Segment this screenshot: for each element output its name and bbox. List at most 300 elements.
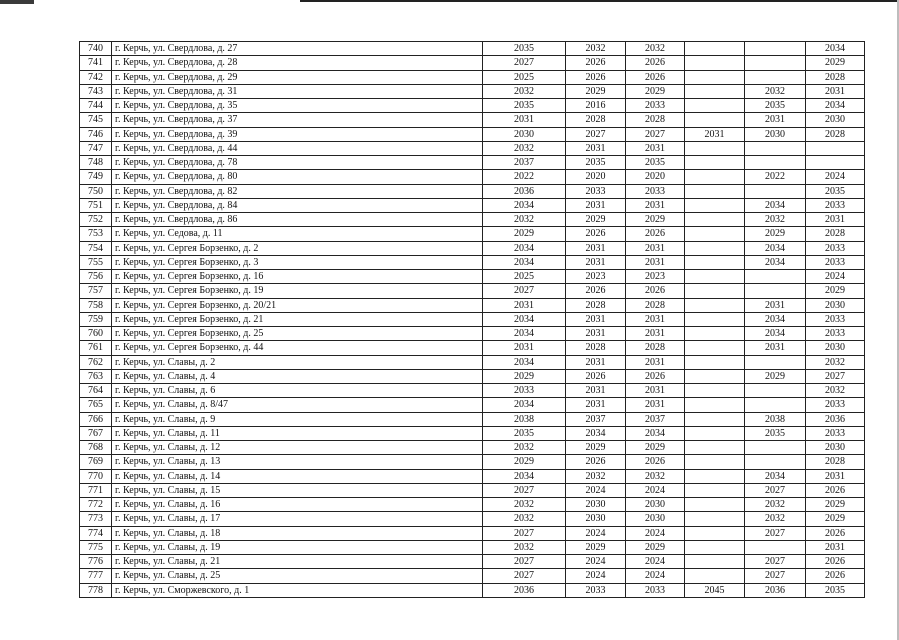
year-cell-1: 2032 [483, 498, 566, 512]
row-number-cell: 761 [80, 341, 112, 355]
year-cell-5 [745, 384, 806, 398]
row-number-cell: 765 [80, 398, 112, 412]
address-cell: г. Керчь, ул. Сморжевского, д. 1 [112, 583, 483, 597]
year-cell-6 [806, 156, 865, 170]
schedule-table [79, 41, 865, 598]
year-cell-6 [806, 141, 865, 155]
address-cell: г. Керчь, ул. Сергея Борзенко, д. 21 [112, 312, 483, 326]
year-cell-1: 2022 [483, 170, 566, 184]
year-cell-4 [685, 156, 745, 170]
row-number-cell: 752 [80, 213, 112, 227]
year-cell-5: 2034 [745, 241, 806, 255]
year-cell-1: 2034 [483, 398, 566, 412]
year-cell-4 [685, 498, 745, 512]
year-cell-2: 2031 [566, 398, 626, 412]
year-cell-6: 2026 [806, 555, 865, 569]
table-row [80, 384, 865, 398]
address-cell: г. Керчь, ул. Славы, д. 6 [112, 384, 483, 398]
year-cell-4 [685, 369, 745, 383]
address-cell: г. Керчь, ул. Свердлова, д. 29 [112, 70, 483, 84]
row-number-cell: 762 [80, 355, 112, 369]
year-cell-6: 2028 [806, 455, 865, 469]
year-cell-2: 2026 [566, 227, 626, 241]
year-cell-4 [685, 483, 745, 497]
year-cell-5 [745, 455, 806, 469]
address-cell: г. Керчь, ул. Свердлова, д. 80 [112, 170, 483, 184]
year-cell-5: 2038 [745, 412, 806, 426]
year-cell-1: 2036 [483, 583, 566, 597]
table-row [80, 113, 865, 127]
year-cell-4 [685, 469, 745, 483]
year-cell-5: 2031 [745, 113, 806, 127]
address-cell: г. Керчь, ул. Свердлова, д. 78 [112, 156, 483, 170]
year-cell-4 [685, 113, 745, 127]
address-cell: г. Керчь, ул. Славы, д. 11 [112, 426, 483, 440]
scan-artifact-top-edge [300, 0, 899, 2]
year-cell-6: 2026 [806, 569, 865, 583]
row-number-cell: 749 [80, 170, 112, 184]
row-number-cell: 756 [80, 270, 112, 284]
row-number-cell: 744 [80, 99, 112, 113]
row-number-cell: 768 [80, 441, 112, 455]
row-number-cell: 775 [80, 540, 112, 554]
table-row [80, 156, 865, 170]
address-cell: г. Керчь, ул. Свердлова, д. 82 [112, 184, 483, 198]
year-cell-5 [745, 270, 806, 284]
row-number-cell: 753 [80, 227, 112, 241]
year-cell-6: 2024 [806, 170, 865, 184]
table-row [80, 84, 865, 98]
row-number-cell: 745 [80, 113, 112, 127]
year-cell-1: 2034 [483, 241, 566, 255]
year-cell-1: 2031 [483, 341, 566, 355]
row-number-cell: 755 [80, 255, 112, 269]
year-cell-3: 2031 [626, 198, 685, 212]
year-cell-2: 2026 [566, 455, 626, 469]
year-cell-6: 2026 [806, 483, 865, 497]
year-cell-5: 2032 [745, 512, 806, 526]
year-cell-6: 2031 [806, 469, 865, 483]
year-cell-6: 2035 [806, 184, 865, 198]
row-number-cell: 754 [80, 241, 112, 255]
year-cell-1: 2029 [483, 455, 566, 469]
address-cell: г. Керчь, ул. Свердлова, д. 28 [112, 56, 483, 70]
year-cell-1: 2032 [483, 213, 566, 227]
year-cell-5 [745, 284, 806, 298]
year-cell-6: 2033 [806, 312, 865, 326]
year-cell-5: 2029 [745, 227, 806, 241]
row-number-cell: 750 [80, 184, 112, 198]
table-row [80, 369, 865, 383]
year-cell-3: 2030 [626, 512, 685, 526]
year-cell-2: 2031 [566, 141, 626, 155]
year-cell-3: 2026 [626, 56, 685, 70]
year-cell-6: 2029 [806, 284, 865, 298]
year-cell-3: 2028 [626, 113, 685, 127]
year-cell-2: 2027 [566, 127, 626, 141]
year-cell-3: 2026 [626, 284, 685, 298]
year-cell-3: 2031 [626, 327, 685, 341]
year-cell-6: 2033 [806, 398, 865, 412]
year-cell-1: 2033 [483, 384, 566, 398]
year-cell-1: 2034 [483, 312, 566, 326]
year-cell-3: 2031 [626, 255, 685, 269]
address-cell: г. Керчь, ул. Славы, д. 18 [112, 526, 483, 540]
address-cell: г. Керчь, ул. Славы, д. 2 [112, 355, 483, 369]
year-cell-2: 2024 [566, 569, 626, 583]
address-cell: г. Керчь, ул. Славы, д. 12 [112, 441, 483, 455]
year-cell-6: 2026 [806, 526, 865, 540]
row-number-cell: 742 [80, 70, 112, 84]
year-cell-6: 2028 [806, 70, 865, 84]
table-row [80, 127, 865, 141]
address-cell: г. Керчь, ул. Свердлова, д. 37 [112, 113, 483, 127]
year-cell-5: 2032 [745, 213, 806, 227]
table-row [80, 555, 865, 569]
address-cell: г. Керчь, ул. Славы, д. 19 [112, 540, 483, 554]
year-cell-5: 2027 [745, 569, 806, 583]
year-cell-3: 2031 [626, 398, 685, 412]
year-cell-4 [685, 70, 745, 84]
year-cell-3: 2024 [626, 555, 685, 569]
year-cell-4 [685, 227, 745, 241]
year-cell-6: 2030 [806, 298, 865, 312]
row-number-cell: 766 [80, 412, 112, 426]
year-cell-4 [685, 398, 745, 412]
row-number-cell: 743 [80, 84, 112, 98]
year-cell-2: 2030 [566, 512, 626, 526]
year-cell-6: 2028 [806, 127, 865, 141]
row-number-cell: 747 [80, 141, 112, 155]
year-cell-3: 2028 [626, 298, 685, 312]
year-cell-3: 2031 [626, 312, 685, 326]
address-cell: г. Керчь, ул. Свердлова, д. 35 [112, 99, 483, 113]
year-cell-2: 2028 [566, 113, 626, 127]
year-cell-5: 2034 [745, 198, 806, 212]
address-cell: г. Керчь, ул. Славы, д. 13 [112, 455, 483, 469]
year-cell-3: 2024 [626, 483, 685, 497]
year-cell-4 [685, 198, 745, 212]
year-cell-1: 2032 [483, 141, 566, 155]
year-cell-2: 2032 [566, 469, 626, 483]
year-cell-2: 2029 [566, 540, 626, 554]
table-row [80, 255, 865, 269]
table-row [80, 540, 865, 554]
table-body [80, 42, 865, 598]
year-cell-5 [745, 156, 806, 170]
year-cell-4 [685, 241, 745, 255]
year-cell-2: 2016 [566, 99, 626, 113]
table-row [80, 184, 865, 198]
year-cell-4 [685, 327, 745, 341]
row-number-cell: 770 [80, 469, 112, 483]
year-cell-2: 2024 [566, 483, 626, 497]
year-cell-1: 2034 [483, 198, 566, 212]
year-cell-4: 2031 [685, 127, 745, 141]
year-cell-5 [745, 184, 806, 198]
year-cell-3: 2026 [626, 70, 685, 84]
year-cell-4 [685, 426, 745, 440]
year-cell-4 [685, 555, 745, 569]
table-row [80, 298, 865, 312]
address-cell: г. Керчь, ул. Сергея Борзенко, д. 16 [112, 270, 483, 284]
year-cell-6: 2036 [806, 412, 865, 426]
address-cell: г. Керчь, ул. Сергея Борзенко, д. 25 [112, 327, 483, 341]
year-cell-2: 2026 [566, 56, 626, 70]
year-cell-5: 2031 [745, 341, 806, 355]
table-row [80, 198, 865, 212]
year-cell-1: 2027 [483, 569, 566, 583]
year-cell-2: 2031 [566, 355, 626, 369]
year-cell-1: 2030 [483, 127, 566, 141]
year-cell-3: 2032 [626, 42, 685, 56]
address-cell: г. Керчь, ул. Сергея Борзенко, д. 20/21 [112, 298, 483, 312]
year-cell-2: 2026 [566, 369, 626, 383]
year-cell-2: 2031 [566, 384, 626, 398]
year-cell-2: 2031 [566, 312, 626, 326]
year-cell-5: 2034 [745, 469, 806, 483]
year-cell-2: 2031 [566, 255, 626, 269]
year-cell-1: 2027 [483, 56, 566, 70]
row-number-cell: 777 [80, 569, 112, 583]
year-cell-1: 2031 [483, 113, 566, 127]
year-cell-6: 2029 [806, 498, 865, 512]
year-cell-2: 2026 [566, 70, 626, 84]
row-number-cell: 748 [80, 156, 112, 170]
address-cell: г. Керчь, ул. Славы, д. 8/47 [112, 398, 483, 412]
year-cell-3: 2029 [626, 441, 685, 455]
year-cell-1: 2025 [483, 270, 566, 284]
year-cell-5 [745, 42, 806, 56]
year-cell-5 [745, 70, 806, 84]
table-row [80, 583, 865, 597]
year-cell-4 [685, 569, 745, 583]
year-cell-5: 2034 [745, 312, 806, 326]
year-cell-5 [745, 441, 806, 455]
table-row [80, 412, 865, 426]
year-cell-6: 2033 [806, 255, 865, 269]
address-cell: г. Керчь, ул. Сергея Борзенко, д. 19 [112, 284, 483, 298]
year-cell-2: 2035 [566, 156, 626, 170]
year-cell-4 [685, 384, 745, 398]
year-cell-4 [685, 441, 745, 455]
year-cell-1: 2029 [483, 227, 566, 241]
year-cell-3: 2033 [626, 583, 685, 597]
year-cell-2: 2020 [566, 170, 626, 184]
year-cell-4 [685, 255, 745, 269]
year-cell-4 [685, 42, 745, 56]
year-cell-1: 2034 [483, 255, 566, 269]
year-cell-1: 2029 [483, 369, 566, 383]
year-cell-2: 2031 [566, 241, 626, 255]
row-number-cell: 773 [80, 512, 112, 526]
row-number-cell: 759 [80, 312, 112, 326]
address-cell: г. Керчь, ул. Славы, д. 21 [112, 555, 483, 569]
year-cell-1: 2027 [483, 483, 566, 497]
row-number-cell: 760 [80, 327, 112, 341]
year-cell-4 [685, 312, 745, 326]
year-cell-1: 2027 [483, 284, 566, 298]
table-row [80, 227, 865, 241]
address-cell: г. Керчь, ул. Свердлова, д. 31 [112, 84, 483, 98]
year-cell-6: 2033 [806, 198, 865, 212]
year-cell-6: 2032 [806, 384, 865, 398]
table-row [80, 213, 865, 227]
year-cell-1: 2027 [483, 555, 566, 569]
year-cell-2: 2029 [566, 213, 626, 227]
year-cell-1: 2032 [483, 441, 566, 455]
year-cell-5 [745, 355, 806, 369]
year-cell-5: 2035 [745, 426, 806, 440]
year-cell-3: 2029 [626, 213, 685, 227]
table-row [80, 170, 865, 184]
year-cell-3: 2031 [626, 241, 685, 255]
table-row [80, 327, 865, 341]
row-number-cell: 774 [80, 526, 112, 540]
year-cell-4 [685, 412, 745, 426]
year-cell-3: 2030 [626, 498, 685, 512]
row-number-cell: 758 [80, 298, 112, 312]
year-cell-5 [745, 141, 806, 155]
table-row [80, 441, 865, 455]
year-cell-2: 2026 [566, 284, 626, 298]
address-cell: г. Керчь, ул. Славы, д. 9 [112, 412, 483, 426]
table-row [80, 341, 865, 355]
year-cell-6: 2030 [806, 341, 865, 355]
year-cell-6: 2033 [806, 327, 865, 341]
year-cell-6: 2027 [806, 369, 865, 383]
year-cell-2: 2033 [566, 583, 626, 597]
year-cell-3: 2028 [626, 341, 685, 355]
table-row [80, 498, 865, 512]
year-cell-4 [685, 99, 745, 113]
year-cell-1: 2032 [483, 84, 566, 98]
table-row [80, 270, 865, 284]
table-row [80, 512, 865, 526]
table-row [80, 483, 865, 497]
year-cell-6: 2029 [806, 56, 865, 70]
address-cell: г. Керчь, ул. Славы, д. 17 [112, 512, 483, 526]
year-cell-4 [685, 284, 745, 298]
year-cell-6: 2033 [806, 241, 865, 255]
address-cell: г. Керчь, ул. Славы, д. 25 [112, 569, 483, 583]
scan-artifact-top-left [0, 0, 34, 4]
year-cell-2: 2028 [566, 298, 626, 312]
year-cell-5 [745, 540, 806, 554]
address-cell: г. Керчь, ул. Славы, д. 16 [112, 498, 483, 512]
year-cell-4 [685, 213, 745, 227]
year-cell-3: 2033 [626, 99, 685, 113]
address-cell: г. Керчь, ул. Сергея Борзенко, д. 3 [112, 255, 483, 269]
year-cell-4 [685, 512, 745, 526]
year-cell-1: 2025 [483, 70, 566, 84]
row-number-cell: 741 [80, 56, 112, 70]
address-cell: г. Керчь, ул. Славы, д. 15 [112, 483, 483, 497]
year-cell-3: 2034 [626, 426, 685, 440]
year-cell-4 [685, 341, 745, 355]
year-cell-4 [685, 270, 745, 284]
address-cell: г. Керчь, ул. Седова, д. 11 [112, 227, 483, 241]
year-cell-5: 2034 [745, 327, 806, 341]
year-cell-4 [685, 170, 745, 184]
year-cell-6: 2030 [806, 113, 865, 127]
table-row [80, 56, 865, 70]
year-cell-3: 2024 [626, 569, 685, 583]
year-cell-5 [745, 56, 806, 70]
address-cell: г. Керчь, ул. Свердлова, д. 27 [112, 42, 483, 56]
row-number-cell: 757 [80, 284, 112, 298]
year-cell-4 [685, 298, 745, 312]
year-cell-6: 2034 [806, 99, 865, 113]
year-cell-1: 2031 [483, 298, 566, 312]
year-cell-5: 2032 [745, 498, 806, 512]
row-number-cell: 746 [80, 127, 112, 141]
year-cell-6: 2031 [806, 213, 865, 227]
year-cell-1: 2035 [483, 426, 566, 440]
row-number-cell: 771 [80, 483, 112, 497]
year-cell-2: 2034 [566, 426, 626, 440]
year-cell-4 [685, 184, 745, 198]
year-cell-6: 2029 [806, 512, 865, 526]
year-cell-4 [685, 540, 745, 554]
address-cell: г. Керчь, ул. Славы, д. 4 [112, 369, 483, 383]
table-row [80, 426, 865, 440]
year-cell-6: 2033 [806, 426, 865, 440]
year-cell-3: 2031 [626, 141, 685, 155]
year-cell-1: 2037 [483, 156, 566, 170]
row-number-cell: 769 [80, 455, 112, 469]
table-row [80, 241, 865, 255]
table-row [80, 70, 865, 84]
year-cell-3: 2023 [626, 270, 685, 284]
address-cell: г. Керчь, ул. Славы, д. 14 [112, 469, 483, 483]
row-number-cell: 751 [80, 198, 112, 212]
year-cell-3: 2026 [626, 369, 685, 383]
year-cell-2: 2032 [566, 42, 626, 56]
year-cell-6: 2031 [806, 84, 865, 98]
year-cell-3: 2033 [626, 184, 685, 198]
year-cell-4 [685, 141, 745, 155]
year-cell-1: 2032 [483, 512, 566, 526]
address-cell: г. Керчь, ул. Сергея Борзенко, д. 44 [112, 341, 483, 355]
address-cell: г. Керчь, ул. Свердлова, д. 44 [112, 141, 483, 155]
row-number-cell: 764 [80, 384, 112, 398]
year-cell-6: 2030 [806, 441, 865, 455]
year-cell-2: 2023 [566, 270, 626, 284]
year-cell-5 [745, 398, 806, 412]
year-cell-5: 2027 [745, 555, 806, 569]
year-cell-1: 2027 [483, 526, 566, 540]
table-row [80, 526, 865, 540]
year-cell-4 [685, 56, 745, 70]
year-cell-5: 2027 [745, 526, 806, 540]
year-cell-2: 2029 [566, 84, 626, 98]
year-cell-3: 2031 [626, 384, 685, 398]
table-row [80, 141, 865, 155]
year-cell-2: 2029 [566, 441, 626, 455]
table-row [80, 469, 865, 483]
year-cell-5: 2036 [745, 583, 806, 597]
year-cell-2: 2031 [566, 198, 626, 212]
year-cell-4 [685, 84, 745, 98]
year-cell-4 [685, 355, 745, 369]
row-number-cell: 740 [80, 42, 112, 56]
year-cell-2: 2024 [566, 526, 626, 540]
year-cell-2: 2028 [566, 341, 626, 355]
year-cell-5: 2031 [745, 298, 806, 312]
year-cell-5: 2022 [745, 170, 806, 184]
year-cell-4 [685, 526, 745, 540]
